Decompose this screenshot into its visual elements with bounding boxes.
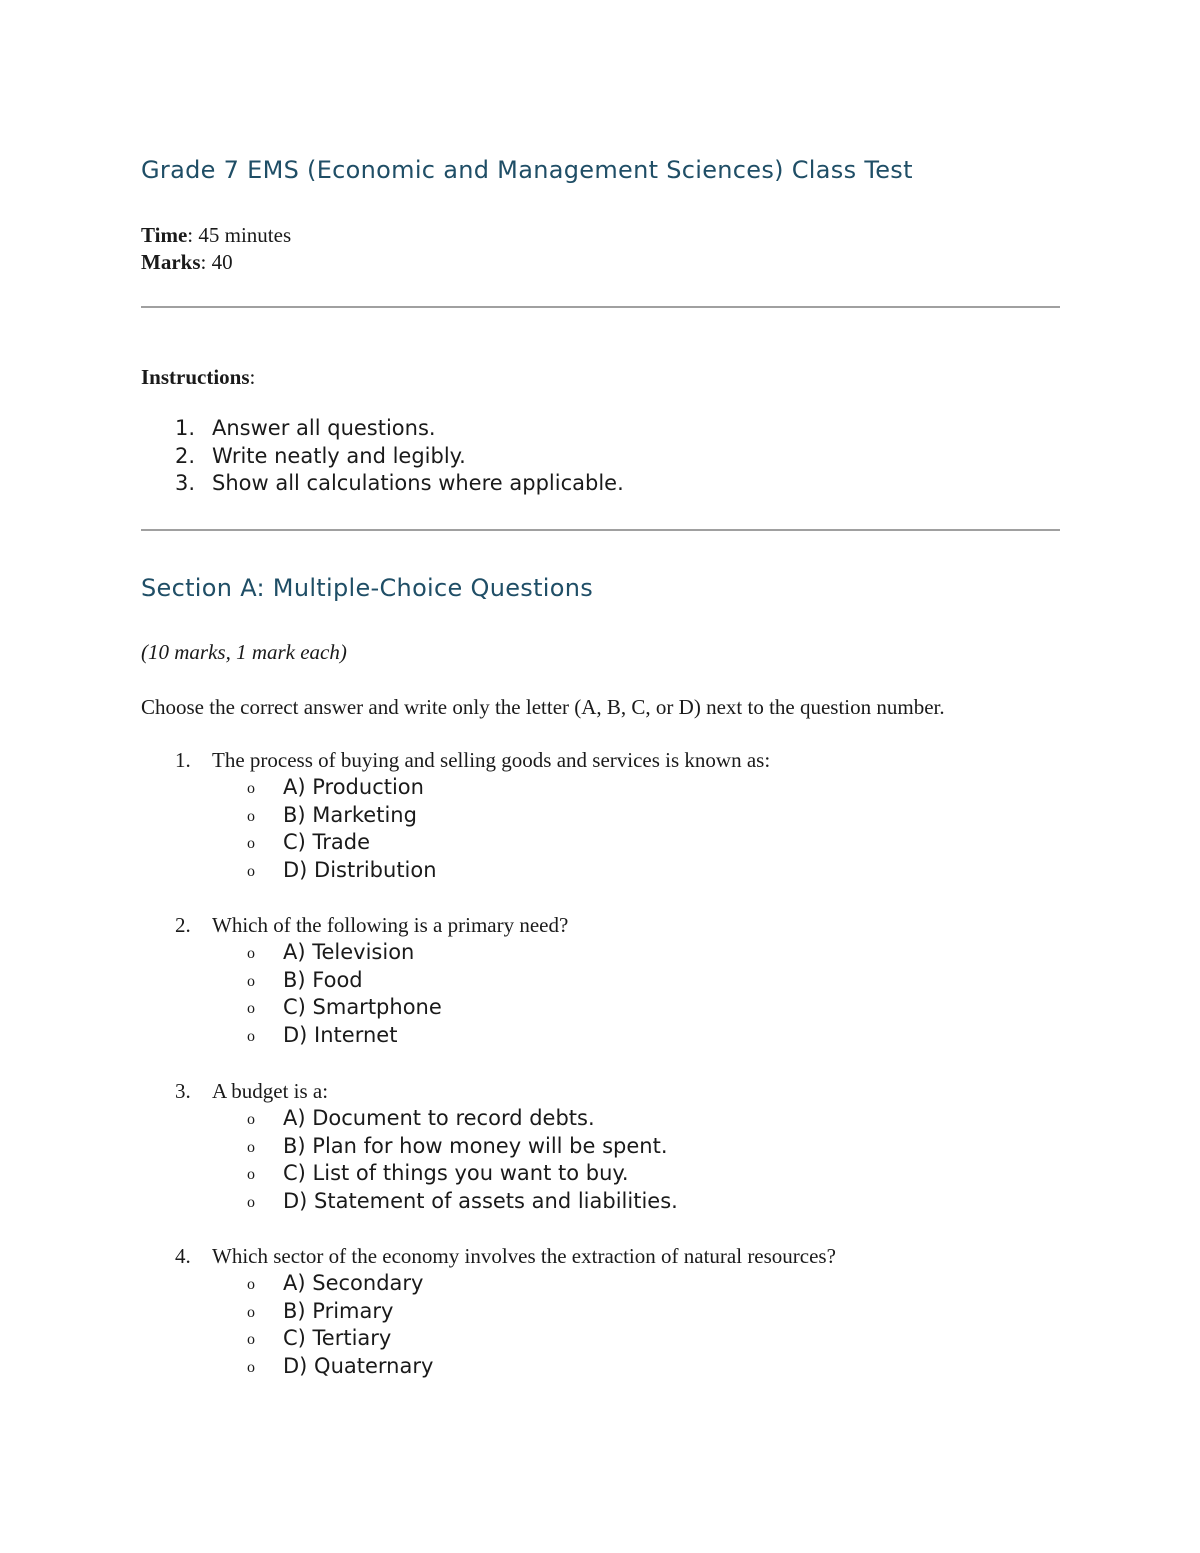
option-list [141, 774, 1060, 884]
test-title: Grade 7 EMS (Economic and Management Sciences) Class Test [141, 156, 913, 184]
answer-option [141, 1353, 1060, 1381]
circle-bullet-icon: o [247, 1000, 255, 1018]
time-label: Time [141, 223, 188, 247]
divider [141, 529, 1060, 531]
question-stem [141, 1078, 1060, 1105]
option-text: A) Production [283, 775, 424, 799]
question-text: The process of buying and selling goods and services is known as: [212, 748, 771, 772]
instruction-number: 3. [175, 471, 196, 495]
option-text: B) Primary [283, 1298, 394, 1323]
circle-bullet-icon: o [247, 780, 255, 797]
answer-option [141, 1188, 1060, 1216]
section-marks-note: (10 marks, 1 mark each) [141, 640, 347, 664]
circle-bullet-icon: o [247, 1331, 255, 1349]
instructions-label: Instructions [141, 365, 250, 389]
instruction-number: 2. [175, 443, 196, 468]
option-text: D) Distribution [283, 857, 437, 882]
instruction-text: Answer all questions. [212, 416, 436, 440]
answer-option [141, 994, 1060, 1022]
circle-bullet-icon: o [247, 1138, 255, 1156]
circle-bullet-icon: o [247, 1358, 255, 1376]
instructions-list [141, 415, 624, 498]
divider [141, 306, 1060, 308]
option-text: D) Statement of assets and liabilities. [283, 1188, 678, 1213]
answer-option [141, 1325, 1060, 1353]
instruction-item [141, 470, 624, 498]
circle-bullet-icon: o [247, 1111, 255, 1128]
circle-bullet-icon: o [247, 972, 255, 990]
circle-bullet-icon: o [247, 862, 255, 880]
option-text: C) Smartphone [283, 995, 442, 1020]
section-directions: Choose the correct answer and write only the letter (A, B, C, or D) next to the question number. [141, 695, 945, 719]
answer-option [141, 774, 1060, 802]
option-text: B) Plan for how money will be spent. [283, 1133, 668, 1158]
instruction-number: 1. [175, 416, 196, 440]
answer-option [141, 967, 1060, 995]
answer-option [141, 857, 1060, 885]
question-number: 1. [175, 748, 191, 772]
question-text: A budget is a: [212, 1079, 329, 1103]
question-1 [141, 747, 1060, 884]
circle-bullet-icon: o [247, 1027, 255, 1045]
answer-option [141, 1105, 1060, 1133]
answer-option [141, 829, 1060, 857]
marks-label: Marks [141, 250, 201, 274]
option-text: C) Tertiary [283, 1326, 392, 1351]
section-a-title: Section A: Multiple-Choice Questions [141, 574, 594, 602]
marks-line [141, 248, 233, 276]
question-number: 2. [175, 913, 191, 937]
circle-bullet-icon: o [247, 1276, 255, 1293]
option-text: C) List of things you want to buy. [283, 1161, 629, 1186]
circle-bullet-icon: o [247, 807, 255, 825]
question-2 [141, 912, 1060, 1049]
circle-bullet-icon: o [247, 1166, 255, 1184]
option-text: C) Trade [283, 830, 371, 855]
answer-option [141, 1022, 1060, 1050]
option-text: A) Television [283, 940, 415, 964]
option-text: B) Food [283, 967, 363, 992]
circle-bullet-icon: o [247, 1303, 255, 1321]
option-text: A) Document to record debts. [283, 1106, 595, 1130]
option-text: A) Secondary [283, 1271, 424, 1295]
option-text: D) Quaternary [283, 1353, 434, 1378]
option-list [141, 1270, 1060, 1380]
answer-option [141, 1270, 1060, 1298]
option-text: B) Marketing [283, 802, 417, 827]
answer-option [141, 1160, 1060, 1188]
instruction-item [141, 415, 624, 443]
question-text: Which of the following is a primary need? [212, 913, 569, 937]
question-3 [141, 1078, 1060, 1215]
marks-value: : 40 [200, 250, 233, 274]
answer-option [141, 1133, 1060, 1161]
question-number: 3. [175, 1079, 191, 1103]
answer-option [141, 1298, 1060, 1326]
circle-bullet-icon: o [247, 835, 255, 853]
instruction-text: Write neatly and legibly. [212, 443, 466, 468]
answer-option [141, 802, 1060, 830]
time-line [141, 221, 291, 249]
question-stem [141, 1243, 1060, 1270]
answer-option [141, 939, 1060, 967]
question-4 [141, 1243, 1060, 1380]
question-text: Which sector of the economy involves the extraction of natural resources? [212, 1244, 836, 1268]
question-stem [141, 747, 1060, 774]
instructions-heading [141, 363, 255, 391]
instruction-item [141, 443, 624, 471]
time-value: : 45 minutes [187, 223, 292, 247]
option-text: D) Internet [283, 1022, 398, 1047]
instruction-text: Show all calculations where applicable. [212, 471, 624, 495]
option-list [141, 939, 1060, 1049]
instructions-colon: : [249, 365, 256, 389]
question-stem [141, 912, 1060, 939]
circle-bullet-icon: o [247, 945, 255, 962]
circle-bullet-icon: o [247, 1193, 255, 1211]
option-list [141, 1105, 1060, 1215]
question-number: 4. [175, 1244, 191, 1268]
